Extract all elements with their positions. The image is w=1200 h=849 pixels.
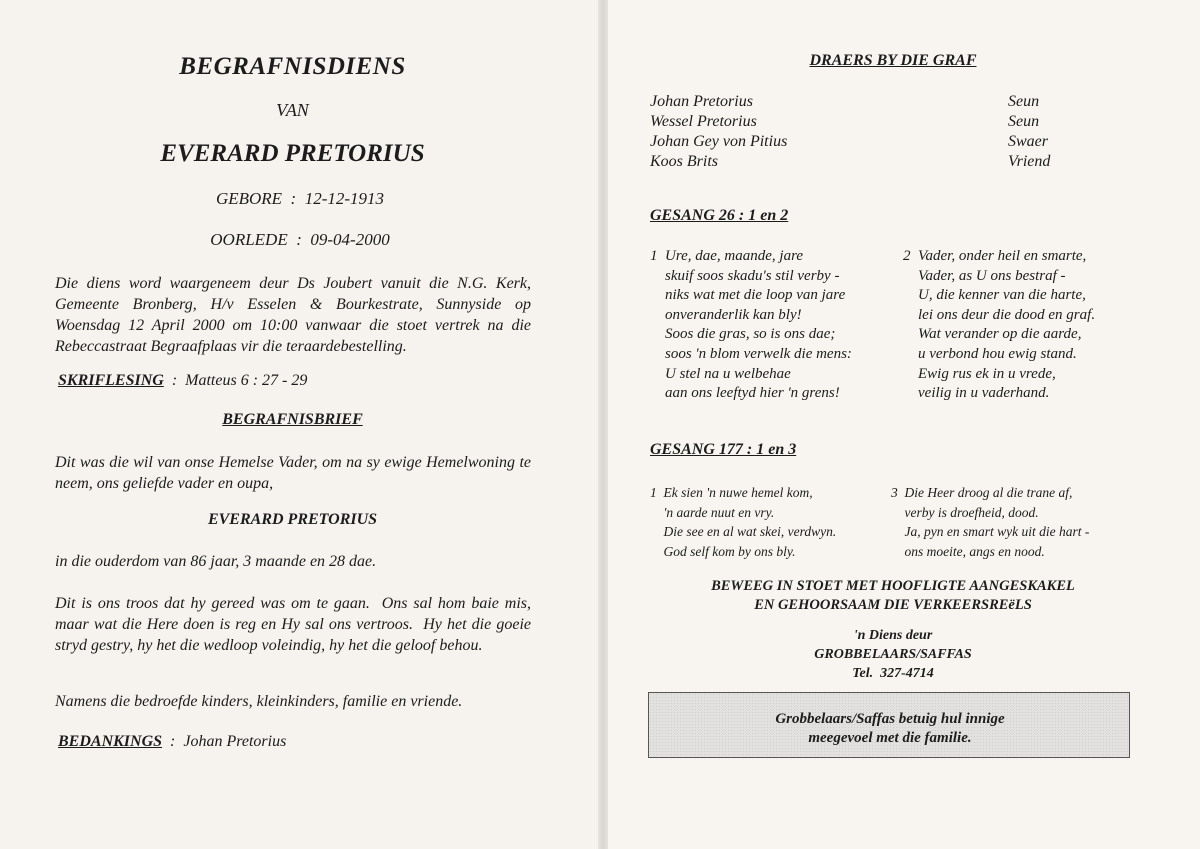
service-by-label: 'n Diens deur xyxy=(853,628,933,643)
born-date xyxy=(0,189,600,209)
death-date xyxy=(0,230,600,250)
thanks-sep: : xyxy=(162,733,184,750)
born-text: GEBORE : 12-12-1913 xyxy=(215,189,385,208)
right-page xyxy=(608,0,1200,849)
thanks-value: Johan Pretorius xyxy=(183,733,287,750)
hymn-26-verse-1: 1 Ure, dae, maande, jare skuif soos skadu's stil verby - niks wat met die loop van jare onveranderlik kan bly! Soos die gras, so is ons dae; soos 'n blom verwelk die mens: U stel na u welbehae aan ons leeftyd hier 'n grens! xyxy=(650,248,852,402)
bearer-name: Wessel Pretorius xyxy=(650,113,757,130)
deceased-name: EVERARD PRETORIUS xyxy=(160,140,425,167)
condolence-line-1: Grobbelaars/Saffas betuig hul innige xyxy=(775,711,1005,727)
bearer-name: Johan Gey von Pitius xyxy=(650,133,788,150)
bearer-relation: Vriend xyxy=(1008,153,1051,170)
letter-paragraph: Dit was die wil van onse Hemelse Vader, om na sy ewige Hemelwoning te neem, ons geliefde vader en oupa, xyxy=(55,454,531,492)
scripture-value: Matteus 6 : 27 - 29 xyxy=(185,372,308,389)
procession-line-2: EN GEHOORSAAM DIE VERKEERSREëLS xyxy=(754,597,1032,613)
age-line: in die ouderdom van 86 jaar, 3 maande en 28 dae. xyxy=(55,553,377,570)
service-paragraph: Die diens word waargeneem deur Ds Joubert vanuit die N.G. Kerk, Gemeente Bronberg, H/v Esselen & Bourkestrate, Sunnyside op Woensdag 12 April 2000 om 10:00 vanwaar die stoet vertrek na die Rebeccastraat Begraafplaas vir die teraardebestelling. xyxy=(55,275,531,355)
deceased-name-repeat: EVERARD PRETORIUS xyxy=(207,511,378,528)
hymn-177-verse-2: 3 Die Heer droog al die trane af, verby is droefheid, dood. Ja, pyn en smart wyk uit die hart - ons moeite, angs en nood. xyxy=(891,485,1090,559)
hymn-26-title: GESANG 26 : 1 en 2 xyxy=(650,207,789,224)
hymn-177-verse-1: 1 Ek sien 'n nuwe hemel kom, 'n aarde nuut en vry. Die see en al wat skei, verdwyn. God self kom by ons bly. xyxy=(650,485,837,559)
bearer-name: Johan Pretorius xyxy=(650,93,753,110)
on-behalf-line: Namens die bedroefde kinders, kleinkinders, familie en vriende. xyxy=(55,693,463,710)
condolence-line-2: meegevoel met die familie. xyxy=(808,730,972,746)
scripture-sep: : xyxy=(163,372,186,389)
bearers-list xyxy=(650,92,1070,172)
procession-notice xyxy=(608,577,1178,615)
bearer-relation: Swaer xyxy=(1008,133,1048,150)
comfort-paragraph: Dit is ons troos dat hy gereed was om te gaan. Ons sal hom baie mis, maar wat die Here doen is reg en Hy sal ons vertroos. Hy het die goeie stryd gestry, hy het die wedloop voleindig, hy het die geloof behou. xyxy=(55,595,535,654)
procession-line-1: BEWEEG IN STOET MET HOOFLIGTE AANGESKAKEL xyxy=(711,578,1075,594)
bearer-relation: Seun xyxy=(1008,113,1040,130)
scripture-reading xyxy=(58,372,307,390)
bearer-row xyxy=(650,92,1070,112)
company-phone: Tel. 327-4714 xyxy=(852,666,934,681)
condolence-box xyxy=(648,692,1130,758)
hymn-177-title: GESANG 177 : 1 en 3 xyxy=(650,441,797,458)
bearer-relation: Seun xyxy=(1008,93,1040,110)
letter-heading: BEGRAFNISBRIEF xyxy=(222,411,363,428)
bearer-name: Koos Brits xyxy=(650,153,719,170)
bearer-row xyxy=(650,132,1070,152)
program-title: BEGRAFNISDIENS xyxy=(179,53,406,80)
condolence-text xyxy=(649,710,1131,748)
bearers-title: DRAERS BY DIE GRAF xyxy=(809,52,977,69)
bearer-row xyxy=(650,152,1070,172)
hymn-26-verse-2: 2 Vader, onder heil en smarte, Vader, as U ons bestraf - U, die kenner van die harte, lei ons deur die dood en graf. Wat verander op die aarde, u verbond hou ewig stand. Ewig rus ek in u vrede, veilig in u vaderhand. xyxy=(903,248,1096,402)
company-name: GROBBELAARS/SAFFAS xyxy=(814,647,972,662)
service-provider xyxy=(608,626,1178,683)
bearer-row xyxy=(650,112,1070,132)
thanks-label: BEDANKINGS xyxy=(58,733,163,750)
died-text: OORLEDE : 09-04-2000 xyxy=(210,230,390,249)
scripture-label: SKRIFLESING xyxy=(58,372,164,389)
thanks-line xyxy=(58,733,286,751)
van-label: VAN xyxy=(276,100,309,120)
